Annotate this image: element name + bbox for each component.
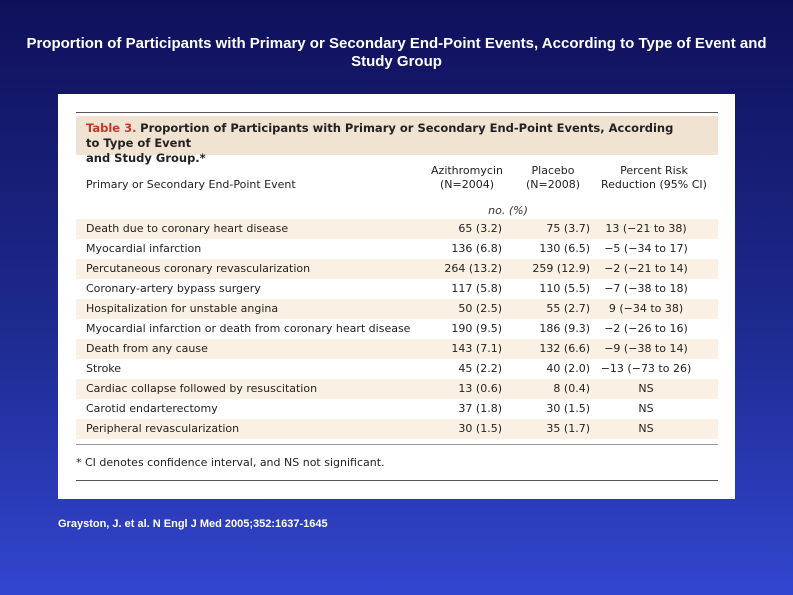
cell-azithromycin: 65 (3.2)	[458, 222, 502, 235]
header-placebo	[518, 164, 588, 192]
header-azithromycin-n: (N=2004)	[439, 178, 495, 191]
header-risk-reduction-line1: Percent Risk	[620, 164, 688, 177]
cell-azithromycin: 13 (0.6)	[458, 382, 502, 395]
table-row	[76, 399, 718, 419]
header-risk-reduction-line2: Reduction (95% CI)	[601, 178, 707, 191]
table-row	[76, 379, 718, 399]
header-azithromycin-name: Azithromycin	[431, 164, 503, 177]
cell-placebo: 132 (6.6)	[539, 342, 590, 355]
table-row	[76, 239, 718, 259]
cell-reduction: NS	[638, 402, 654, 415]
cell-azithromycin: 117 (5.8)	[451, 282, 502, 295]
cell-placebo: 75 (3.7)	[546, 222, 590, 235]
cell-event: Myocardial infarction	[86, 242, 202, 255]
cell-event: Death from any cause	[86, 342, 208, 355]
cell-reduction: −2 (−26 to 16)	[604, 322, 688, 335]
slide-title: Proportion of Participants with Primary or Secondary End-Point Events, According to Type of Event and Study Group	[26, 35, 767, 70]
cell-azithromycin: 143 (7.1)	[451, 342, 502, 355]
table-caption-line2: and Study Group.*	[86, 151, 206, 165]
table-caption-line1: Proportion of Participants with Primary or Secondary End-Point Events, According to Type of Event	[86, 121, 674, 150]
units-label: no. (%)	[488, 204, 528, 217]
cell-reduction: −9 (−38 to 14)	[604, 342, 688, 355]
table-row	[76, 319, 718, 339]
cell-placebo: 130 (6.5)	[539, 242, 590, 255]
bottom-rule	[76, 480, 718, 481]
table-row	[76, 219, 718, 239]
cell-event: Coronary-artery bypass surgery	[86, 282, 261, 295]
table-footnote: * CI denotes confidence interval, and NS not significant.	[76, 456, 385, 469]
cell-event: Death due to coronary heart disease	[86, 222, 289, 235]
cell-event: Carotid endarterectomy	[86, 402, 218, 415]
table-row	[76, 279, 718, 299]
cell-event: Hospitalization for unstable angina	[86, 302, 279, 315]
table-caption	[86, 121, 686, 166]
cell-reduction: NS	[638, 382, 654, 395]
citation: Grayston, J. et al. N Engl J Med 2005;352:1637-1645	[58, 518, 328, 530]
cell-event: Cardiac collapse followed by resuscitation	[86, 382, 318, 395]
cell-placebo: 259 (12.9)	[532, 262, 590, 275]
table-row	[76, 359, 718, 379]
table-row	[76, 339, 718, 359]
table-number: Table 3.	[86, 121, 137, 135]
footnote-rule	[76, 444, 718, 445]
cell-azithromycin: 45 (2.2)	[458, 362, 502, 375]
cell-azithromycin: 264 (13.2)	[444, 262, 502, 275]
table-panel	[58, 94, 735, 499]
cell-reduction: 13 (−21 to 38)	[605, 222, 687, 235]
table-row	[76, 299, 718, 319]
cell-azithromycin: 50 (2.5)	[458, 302, 502, 315]
cell-placebo: 30 (1.5)	[546, 402, 590, 415]
cell-reduction: NS	[638, 422, 654, 435]
cell-placebo: 8 (0.4)	[553, 382, 590, 395]
cell-event: Percutaneous coronary revascularization	[86, 262, 311, 275]
cell-azithromycin: 30 (1.5)	[458, 422, 502, 435]
table-caption-box	[76, 116, 718, 165]
cell-event: Peripheral revascularization	[86, 422, 240, 435]
header-placebo-name: Placebo	[531, 164, 575, 177]
header-placebo-n: (N=2008)	[525, 178, 581, 191]
header-event: Primary or Secondary End-Point Event	[86, 178, 296, 191]
cell-azithromycin: 37 (1.8)	[458, 402, 502, 415]
cell-placebo: 35 (1.7)	[546, 422, 590, 435]
table-body	[76, 219, 718, 439]
cell-azithromycin: 136 (6.8)	[451, 242, 502, 255]
header-risk-reduction	[594, 164, 714, 192]
cell-reduction: −5 (−34 to 17)	[604, 242, 688, 255]
top-rule	[76, 112, 718, 113]
cell-reduction: −2 (−21 to 14)	[604, 262, 688, 275]
table-row	[76, 419, 718, 439]
cell-placebo: 186 (9.3)	[539, 322, 590, 335]
cell-placebo: 110 (5.5)	[539, 282, 590, 295]
cell-placebo: 55 (2.7)	[546, 302, 590, 315]
table-row	[76, 259, 718, 279]
cell-placebo: 40 (2.0)	[546, 362, 590, 375]
cell-reduction: 9 (−34 to 38)	[608, 302, 684, 315]
cell-event: Myocardial infarction or death from coronary heart disease	[86, 322, 411, 335]
cell-reduction: −13 (−73 to 26)	[600, 362, 692, 375]
cell-reduction: −7 (−38 to 18)	[604, 282, 688, 295]
header-azithromycin	[424, 164, 510, 192]
cell-event: Stroke	[86, 362, 122, 375]
cell-azithromycin: 190 (9.5)	[451, 322, 502, 335]
